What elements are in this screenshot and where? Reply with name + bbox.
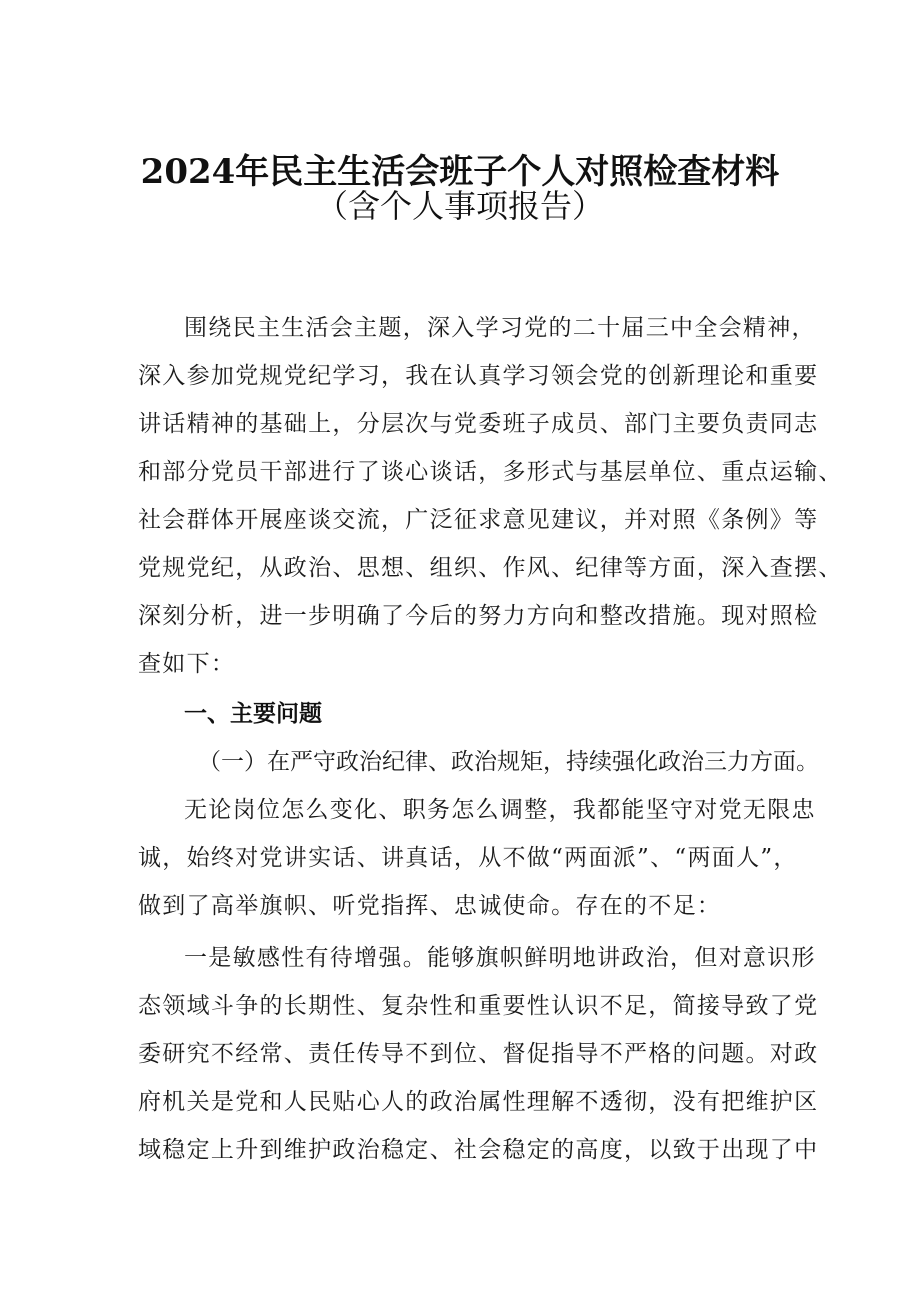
text-line: 和部分党员干部进行了谈心谈话，多形式与基层单位、重点运输、	[138, 459, 843, 485]
text-line: 一是敏感性有待增强。能够旗帜鲜明地讲政治，但对意识形	[184, 945, 816, 971]
text-line: 做到了高举旗帜、听党指挥、忠诚使命。存在的不足：	[138, 893, 722, 919]
text-line: 深入参加党规党纪学习，我在认真学习领会党的创新理论和重要	[138, 363, 819, 389]
text-line: 讲话精神的基础上，分层次与党委班子成员、部门主要负责同志	[138, 411, 819, 437]
text-line: 围绕民主生活会主题，深入学习党的二十届三中全会精神，	[184, 315, 816, 341]
document-title: 2024年民主生活会班子个人对照检查材料	[140, 152, 780, 192]
section-heading: 一、主要问题	[184, 701, 322, 727]
text-line: 域稳定上升到维护政治稳定、社会稳定的高度，以致于出现了中	[138, 1137, 819, 1163]
document-subtitle: （含个人事项报告）	[315, 187, 604, 225]
text-line: 社会群体开展座谈交流，广泛征求意见建议，并对照《条例》等	[138, 507, 819, 533]
subsection-heading: （一）在严守政治纪律、政治规矩，持续强化政治三力方面。	[198, 749, 819, 775]
text-line: 府机关是党和人民贴心人的政治属性理解不透彻，没有把维护区	[138, 1089, 819, 1115]
text-line: 党规党纪，从政治、思想、组织、作风、纪律等方面，深入查摆、	[138, 555, 843, 581]
text-line: 诚，始终对党讲实话、讲真话，从不做“两面派”、“两面人”，	[138, 845, 798, 871]
text-line: 态领域斗争的长期性、复杂性和重要性认识不足，简接导致了党	[138, 993, 819, 1019]
text-line: 委研究不经常、责任传导不到位、督促指导不严格的问题。对政	[138, 1041, 819, 1067]
text-line: 无论岗位怎么变化、职务怎么调整，我都能坚守对党无限忠	[184, 797, 816, 823]
text-line: 深刻分析，进一步明确了今后的努力方向和整改措施。现对照检	[138, 603, 819, 629]
text-line: 查如下：	[138, 651, 236, 677]
